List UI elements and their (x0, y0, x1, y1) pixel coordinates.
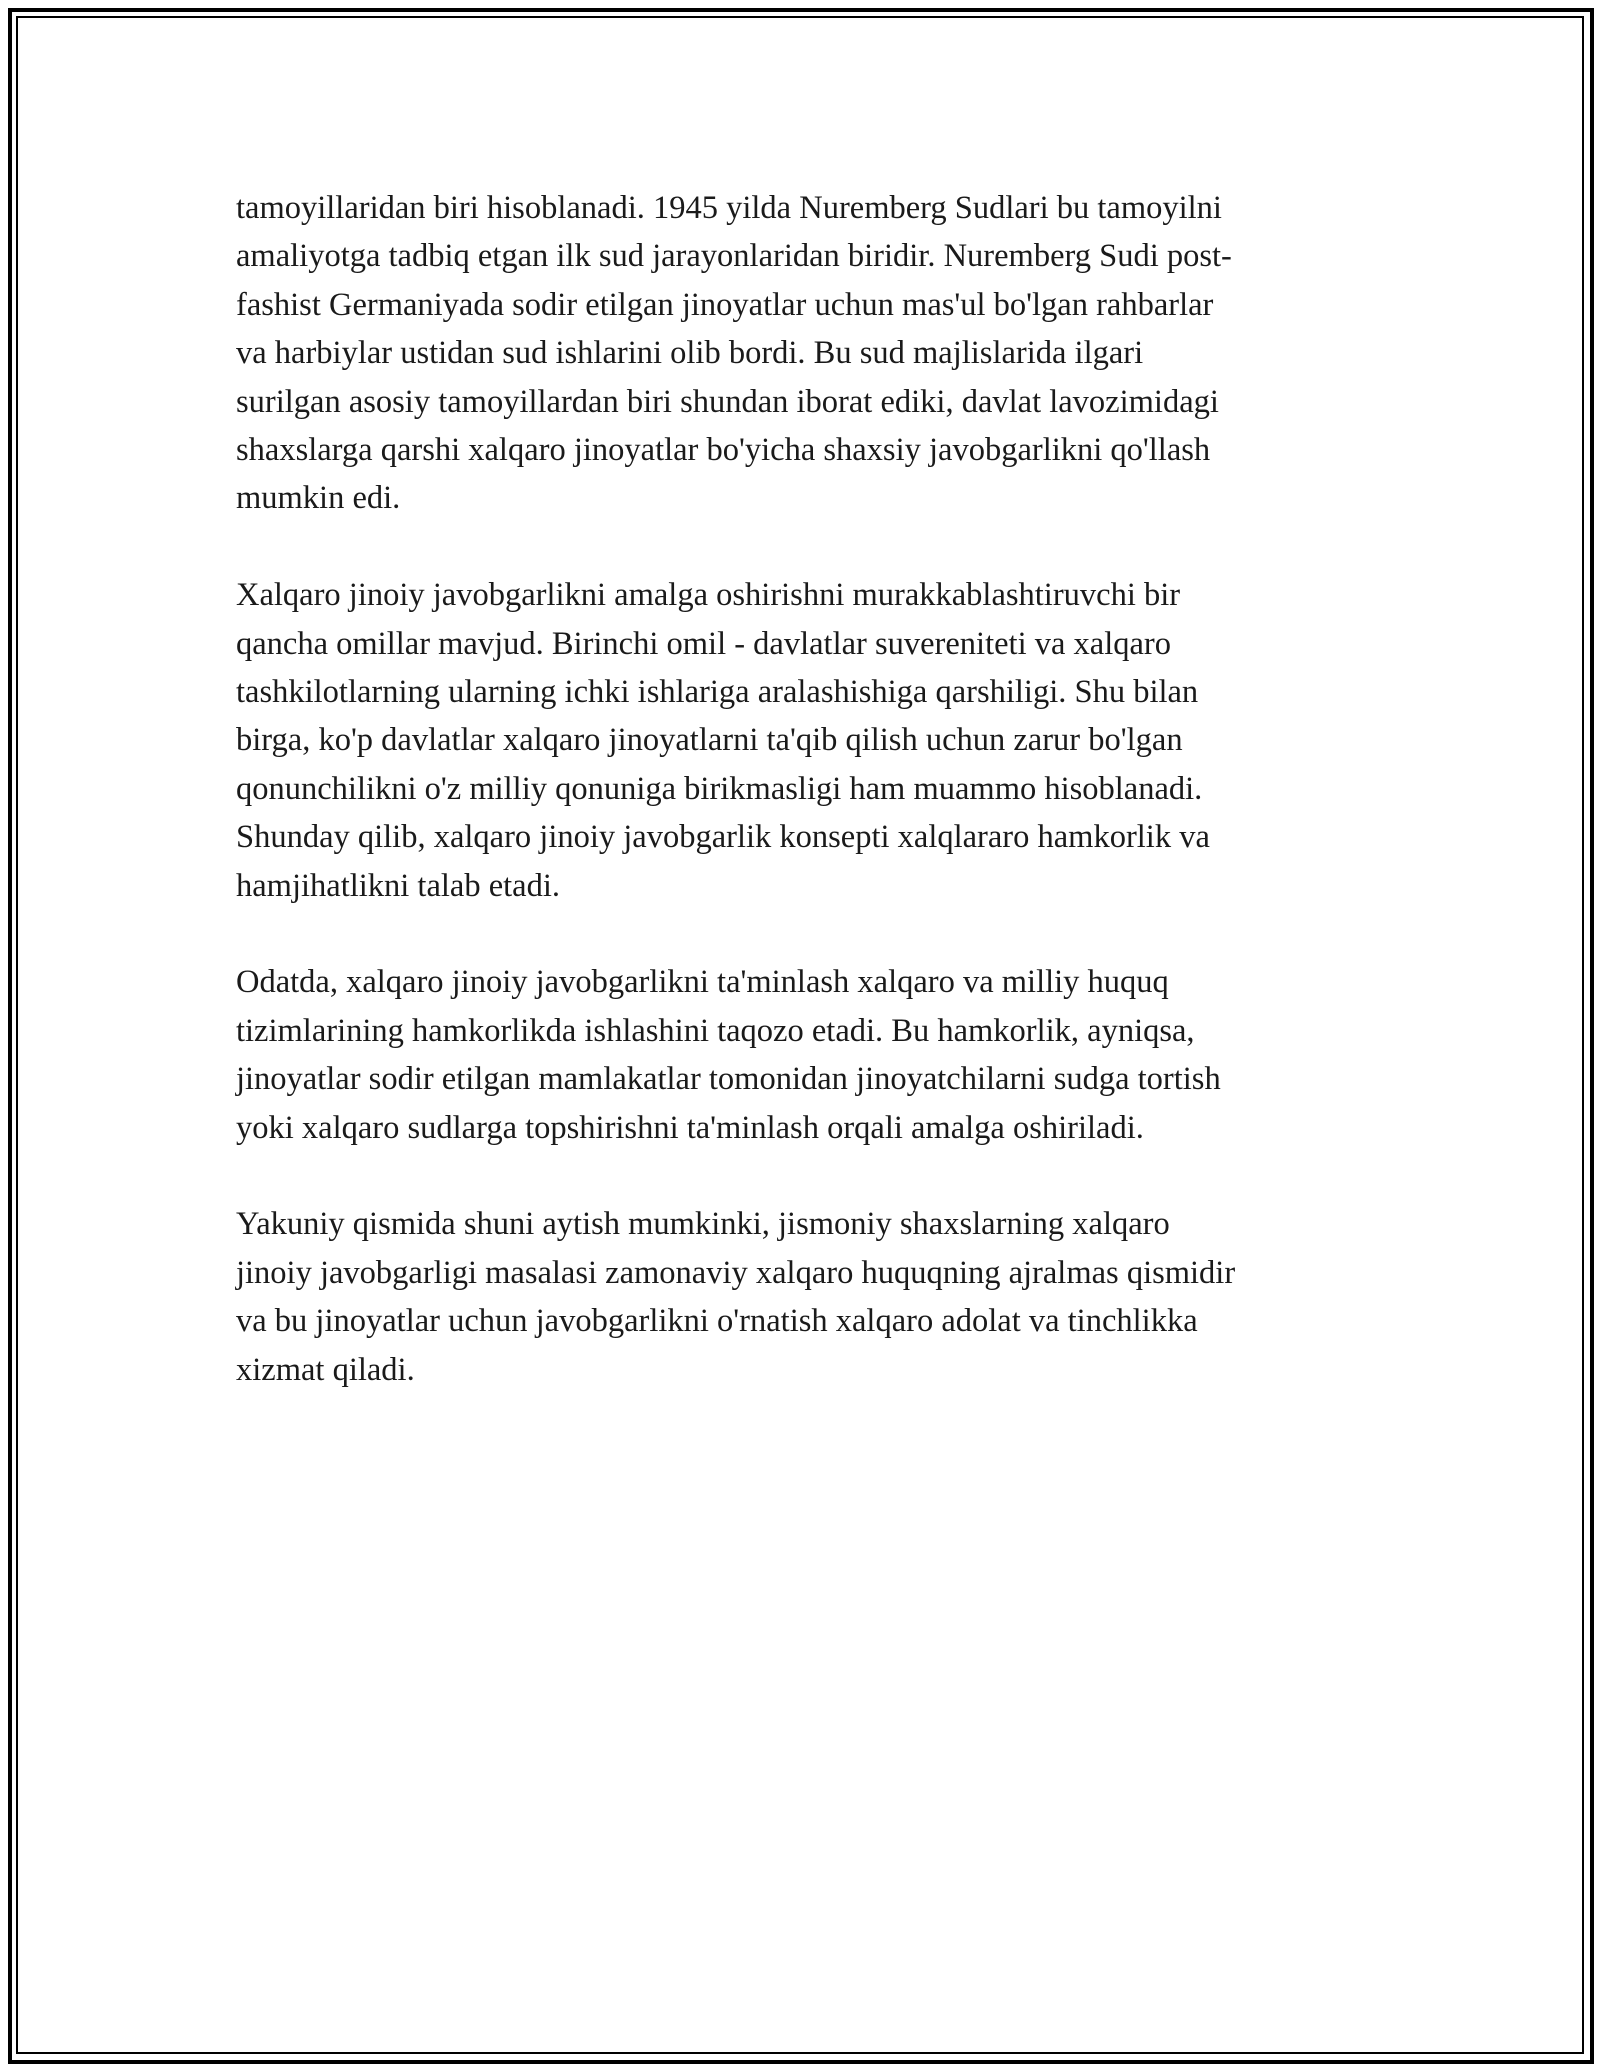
paragraph-2 (236, 571, 1376, 910)
text-line: fashist Germaniyada sodir etilgan jinoyatlar uchun mas'ul bo'lgan rahbarlar (236, 286, 1214, 323)
text-line: hamjihatlikni talab etadi. (236, 867, 561, 904)
paragraph-1 (236, 184, 1376, 523)
text-line: Odatda, xalqaro jinoiy javobgarlikni ta'minlash xalqaro va milliy huquq (236, 964, 1169, 1001)
text-line: tizimlarining hamkorlikda ishlashini taqozo etadi. Bu hamkorlik, ayniqsa, (236, 1012, 1195, 1049)
text-line: Xalqaro jinoiy javobgarlikni amalga oshirishni murakkablashtiruvchi bir (236, 577, 1181, 614)
text-line: Shunday qilib, xalqaro jinoiy javobgarlik konsepti xalqlararo hamkorlik va (236, 819, 1210, 856)
text-line: mumkin edi. (236, 480, 401, 517)
text-line: jinoyatlar sodir etilgan mamlakatlar tomonidan jinoyatchilarni sudga tortish (236, 1061, 1221, 1098)
text-line: yoki xalqaro sudlarga topshirishni ta'minlash orqali amalga oshiriladi. (236, 1109, 1144, 1146)
text-line: va harbiylar ustidan sud ishlarini olib bordi. Bu sud majlislarida ilgari (236, 335, 1144, 372)
text-line: surilgan asosiy tamoyillardan biri shundan iborat ediki, davlat lavozimidagi (236, 383, 1219, 420)
text-line: va bu jinoyatlar uchun javobgarlikni o'rnatish xalqaro adolat va tinchlikka (236, 1303, 1198, 1340)
text-line: tashkilotlarning ularning ichki ishlariga aralashishiga qarshiligi. Shu bilan (236, 674, 1199, 711)
text-line: tamoyillaridan biri hisoblanadi. 1945 yilda Nuremberg Sudlari bu tamoyilni (236, 190, 1222, 226)
paragraph-3 (236, 958, 1376, 1152)
text-line: jinoiy javobgarligi masalasi zamonaviy xalqaro huquqning ajralmas qismidir (236, 1254, 1236, 1291)
text-line: birga, ko'p davlatlar xalqaro jinoyatlarni ta'qib qilish uchun zarur bo'lgan (236, 722, 1183, 759)
paragraph-4 (236, 1200, 1376, 1394)
text-line: qonunchilikni o'z milliy qonuniga birikmasligi ham muammo hisoblanadi. (236, 770, 1203, 807)
text-line: amaliyotga tadbiq etgan ilk sud jarayonlaridan biridir. Nuremberg Sudi post- (236, 238, 1232, 275)
text-line: shaxslarga qarshi xalqaro jinoyatlar bo'yicha shaxsiy javobgarlikni qo'llash (236, 432, 1211, 469)
text-line: xizmat qiladi. (236, 1351, 415, 1388)
text-line: qancha omillar mavjud. Birinchi omil - davlatlar suvereniteti va xalqaro (236, 625, 1171, 662)
document-body (236, 184, 1376, 1443)
text-line: Yakuniy qismida shuni aytish mumkinki, jismoniy shaxslarning xalqaro (236, 1206, 1170, 1243)
